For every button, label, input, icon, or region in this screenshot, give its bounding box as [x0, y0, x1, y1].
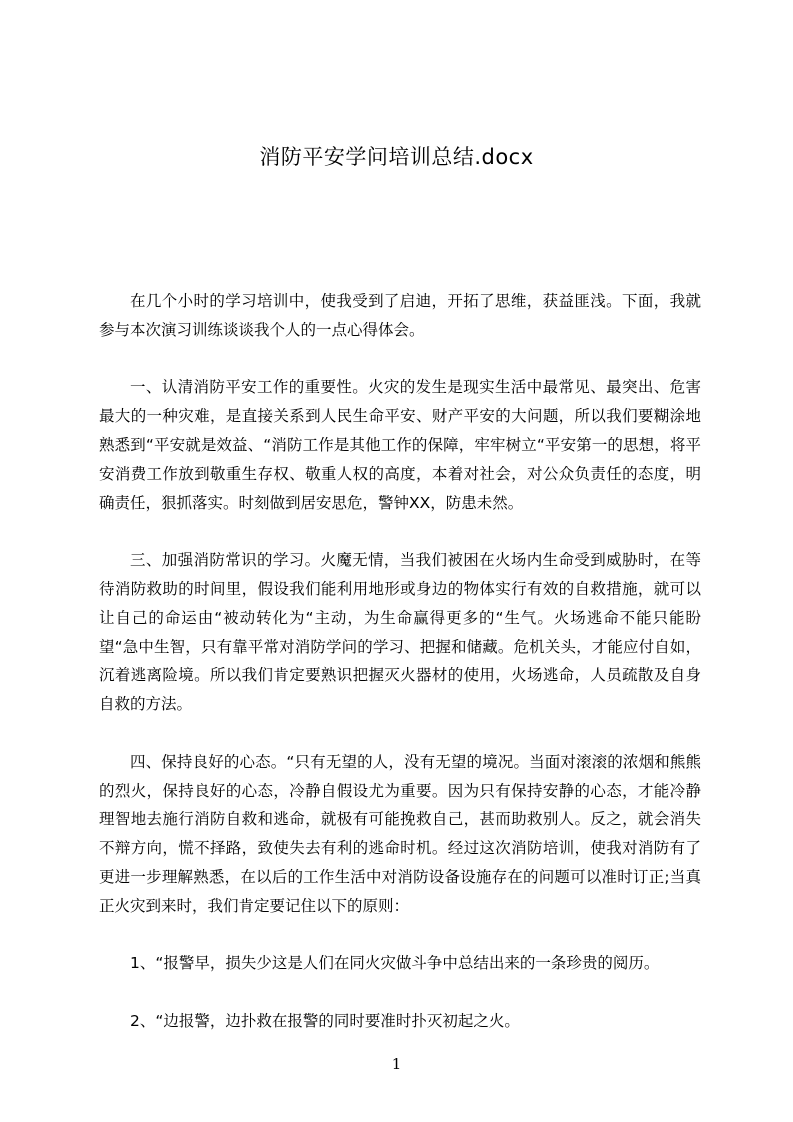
paragraph-principle-2: 2、“边报警，边扑救在报警的同时要准时扑灭初起之火。	[130, 1011, 520, 1030]
paragraph-section-one: 一、认清消防平安工作的重要性。火灾的发生是现实生活中最常见、最突出、危害最大的一种灾难，是直接关系到人民生命平安、财产平安的大问题，所以我们要糊涂地熟悉到“平安就是效益、“消防工作是其他工作的保障，牢牢树立“平安第一的思想，将平安消费工作放到敬重生存权、敬重人权的高度，本着对社会，对公众负责任的态度，明确责任，狠抓落实。时刻做到居安思危，警钟XX，防患未然。	[99, 378, 701, 512]
paragraph-intro: 在几个小时的学习培训中，使我受到了启迪，开拓了思维，获益匪浅。下面，我就参与本次演习训练谈谈我个人的一点心得体会。	[99, 292, 701, 339]
paragraph-section-three: 三、加强消防常识的学习。火魔无情，当我们被困在火场内生命受到威胁时，在等待消防救助的时间里，假设我们能利用地形或身边的物体实行有效的自救措施，就可以让自己的命运由“被动转化为“主动，为生命赢得更多的“生气。火场逃命不能只能盼望“急中生智，只有靠平常对消防学问的学习、把握和储藏。危机关头，才能应付自如，沉着逃离险境。所以我们肯定要熟识把握灭火器材的使用，火场逃命，人员疏散及自身自救的方法。	[99, 551, 701, 714]
page-number: 1	[391, 1055, 402, 1073]
document-title: 消防平安学问培训总结.docx	[259, 145, 534, 169]
paragraph-section-four: 四、保持良好的心态。“只有无望的人，没有无望的境况。当面对滚滚的浓烟和熊熊的烈火，保持良好的心态，冷静自假设尤为重要。因为只有保持安静的心态，才能冷静理智地去施行消防自救和逃命，就极有可能挽救自己，甚而助救别人。反之，就会消失不辩方向，慌不择路，致使失去有利的逃命时机。经过这次消防培训，使我对消防有了更进一步理解熟悉，在以后的工作生活中对消防设备设施存在的问题可以准时订正;当真正火灾到来时，我们肯定要记住以下的原则：	[99, 752, 701, 915]
document-body	[99, 287, 701, 1065]
paragraph-principle-1: 1、“报警早，损失少这是人们在同火灾做斗争中总结出来的一条珍贵的阅历。	[130, 954, 660, 973]
